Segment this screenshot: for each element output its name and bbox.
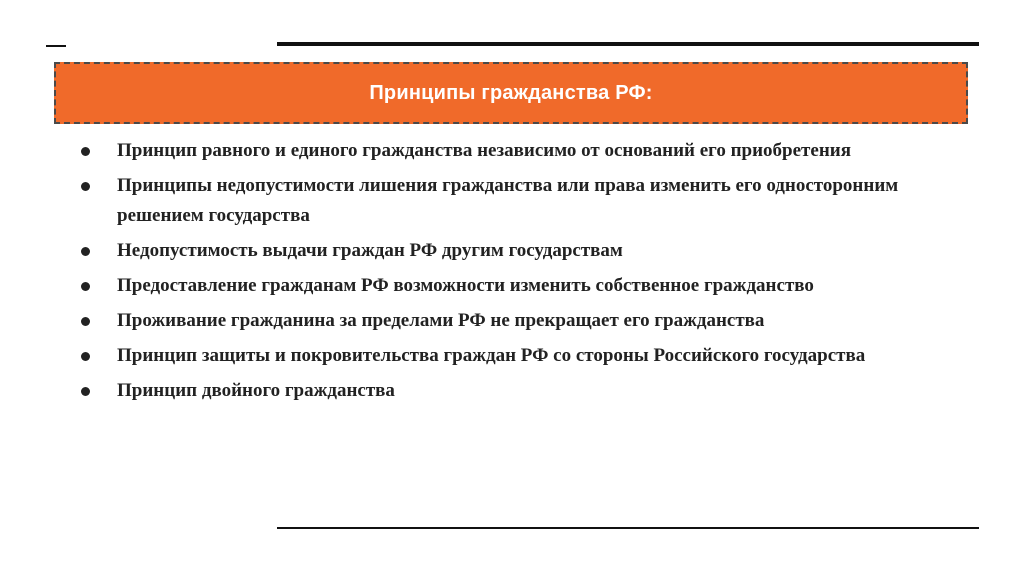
list-item-text: Принципы недопустимости лишения гражданства или права изменить его односторонним решением государства: [117, 175, 899, 226]
list-item: [70, 341, 950, 371]
bullet-icon: [81, 317, 90, 326]
top-short-divider: [46, 45, 66, 47]
bullet-icon: [81, 282, 90, 291]
list-item: [70, 236, 950, 266]
list-item-text: Принцип двойного гражданства: [117, 380, 395, 401]
list-item-text: Принцип защиты и покровительства граждан РФ со стороны Российского государства: [117, 345, 866, 366]
bullet-icon: [81, 147, 90, 156]
list-item-text: Недопустимость выдачи граждан РФ другим государствам: [117, 240, 623, 261]
bullet-icon: [81, 182, 90, 191]
top-long-divider: [277, 42, 979, 46]
list-item: [70, 376, 950, 406]
bullet-icon: [81, 247, 90, 256]
list-item: [70, 271, 950, 301]
list-item-text: Проживание гражданина за пределами РФ не прекращает его гражданства: [117, 310, 765, 331]
slide-title: Принципы гражданства РФ:: [369, 81, 653, 104]
list-item: [70, 306, 950, 336]
principles-list: [70, 136, 950, 411]
list-item-text: Принцип равного и единого гражданства независимо от оснований его приобретения: [117, 140, 851, 161]
list-item-text: Предоставление гражданам РФ возможности изменить собственное гражданство: [117, 275, 814, 296]
title-banner: [54, 62, 968, 124]
bottom-divider: [277, 527, 979, 529]
bullet-icon: [81, 387, 90, 396]
bullet-icon: [81, 352, 90, 361]
list-item: [70, 171, 950, 231]
list-item: [70, 136, 950, 166]
